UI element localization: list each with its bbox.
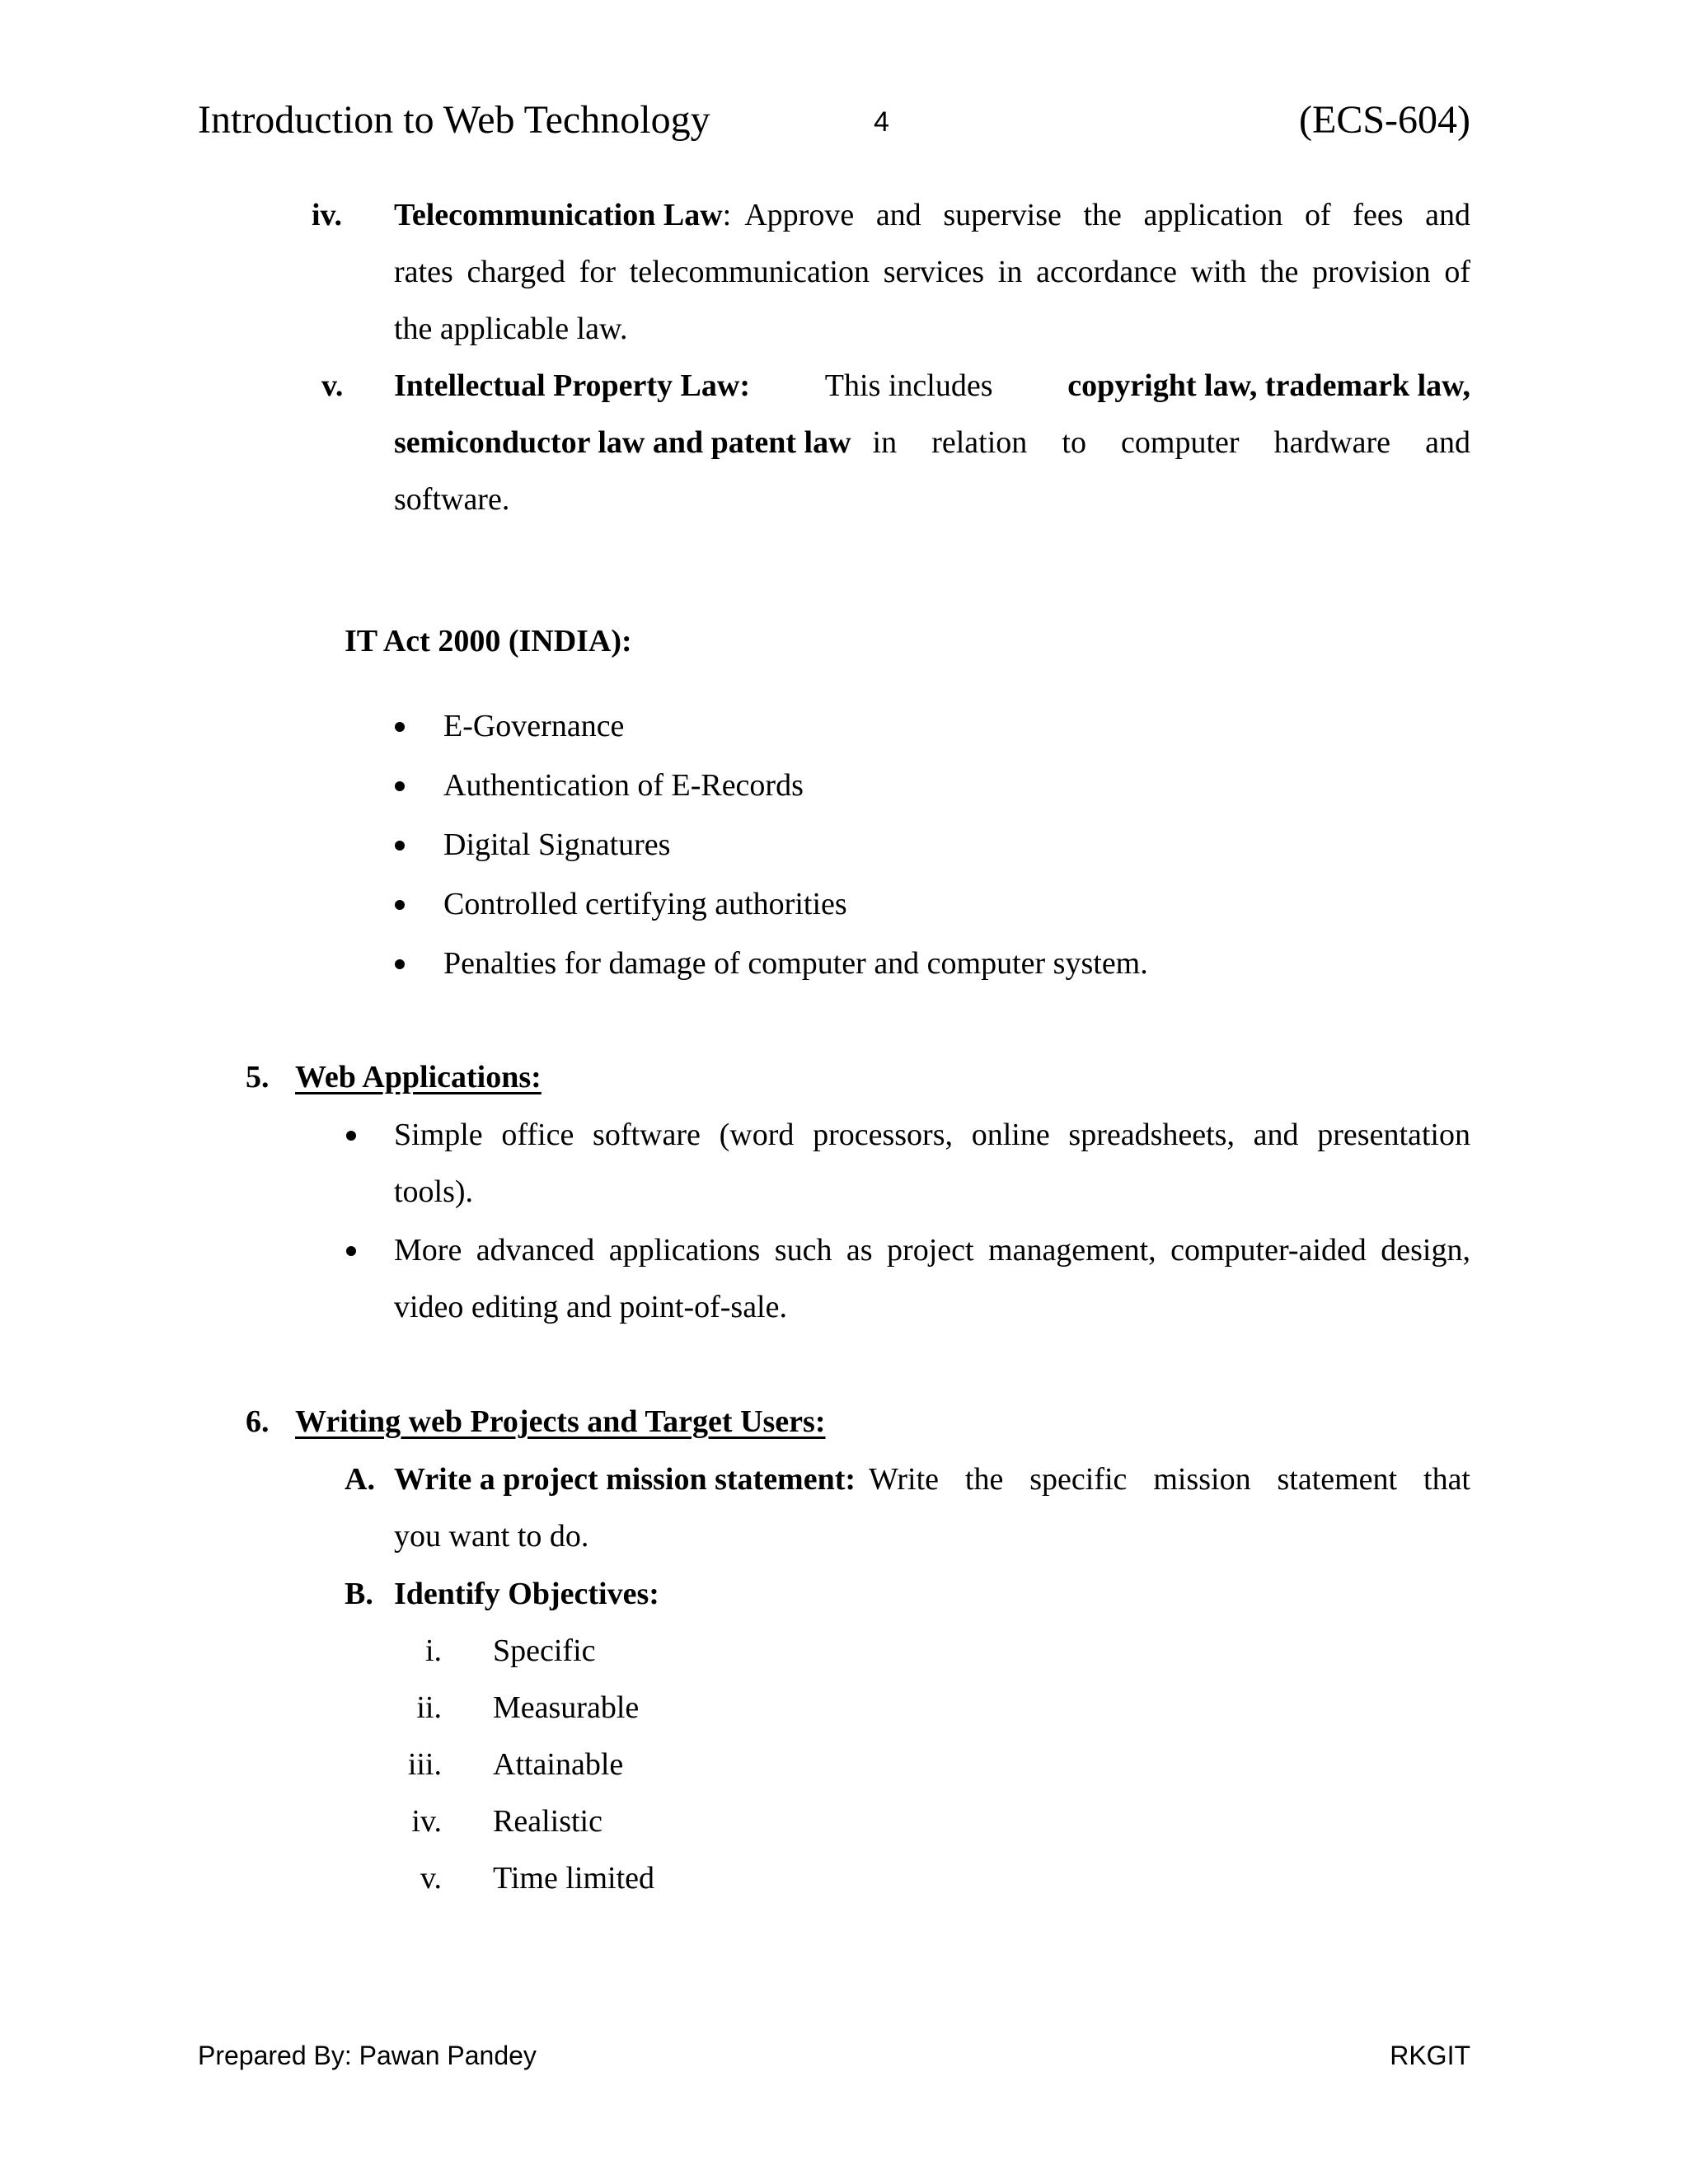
objective-item: Attainable [493, 1747, 624, 1782]
sub-line [394, 1460, 1470, 1498]
bullet-icon [395, 900, 405, 910]
bullet-icon [395, 722, 405, 732]
law-separator: : [722, 198, 732, 232]
objective-item: Time limited [493, 1861, 655, 1896]
sub-text: Write the specific mission statement that [869, 1462, 1470, 1497]
page-number: 4 [874, 106, 889, 138]
law-text: the applicable law. [394, 312, 628, 346]
header-title: Introduction to Web Technology [198, 98, 710, 142]
section-number: 6. [246, 1404, 270, 1439]
list-item: Digital Signatures [443, 827, 671, 862]
bullet-icon [395, 959, 405, 969]
sub-title: Identify Objectives: [394, 1577, 659, 1611]
law-line [394, 424, 1470, 462]
list-item: video editing and point-of-sale. [394, 1290, 787, 1324]
objective-numeral: ii. [416, 1690, 442, 1725]
bullet-icon [395, 841, 405, 851]
footer-institution: RKGIT [1390, 2041, 1470, 2070]
objective-numeral: v. [420, 1861, 442, 1896]
sub-text: you want to do. [394, 1519, 589, 1554]
list-item: tools). [394, 1174, 474, 1209]
header-course-code: (ECS-604) [1299, 98, 1470, 142]
objective-item: Realistic [493, 1804, 603, 1839]
list-item: Controlled certifying authorities [443, 887, 847, 921]
law-title: Telecommunication Law [394, 198, 723, 232]
law-bold-text: copyright law, trademark law, [1067, 368, 1470, 403]
bullet-icon [346, 1131, 356, 1141]
objective-item: Measurable [493, 1690, 640, 1725]
section-number: 5. [246, 1060, 270, 1094]
law-line [394, 367, 1470, 405]
bullet-icon [395, 781, 405, 791]
law-line [394, 196, 1470, 234]
bullet-icon [346, 1246, 356, 1256]
sub-label: B. [345, 1577, 373, 1611]
objective-numeral: iv. [411, 1804, 442, 1839]
it-act-heading: IT Act 2000 (INDIA): [345, 624, 632, 658]
section-heading: Writing web Projects and Target Users: [295, 1404, 826, 1439]
list-item: More advanced applications such as project management, computer-aided design, [394, 1233, 1470, 1268]
law-text: This includes [824, 368, 993, 403]
law-bold-text: semiconductor law and patent law [394, 425, 851, 460]
law-title: Intellectual Property Law: [394, 368, 750, 403]
objective-numeral: i. [424, 1633, 442, 1668]
list-item: E-Governance [443, 709, 625, 743]
list-item: Simple office software (word processors, online spreadsheets, and presentation [394, 1118, 1470, 1152]
objective-item: Specific [493, 1633, 596, 1668]
law-text: Approve and supervise the application of fees and [744, 198, 1470, 232]
law-text: software. [394, 482, 510, 517]
footer-author: Prepared By: Pawan Pandey [198, 2041, 537, 2070]
law-text: in relation to computer hardware and [872, 425, 1470, 460]
law-numeral: iv. [312, 198, 342, 232]
objective-numeral: iii. [407, 1747, 442, 1782]
sub-title: Write a project mission statement: [394, 1462, 856, 1497]
section-heading: Web Applications: [295, 1060, 542, 1094]
list-item: Authentication of E-Records [443, 768, 804, 803]
law-text: rates charged for telecommunication services in accordance with the provision of [394, 255, 1470, 289]
list-item: Penalties for damage of computer and computer system. [443, 946, 1148, 981]
sub-label: A. [345, 1462, 375, 1497]
law-numeral: v. [321, 368, 344, 403]
